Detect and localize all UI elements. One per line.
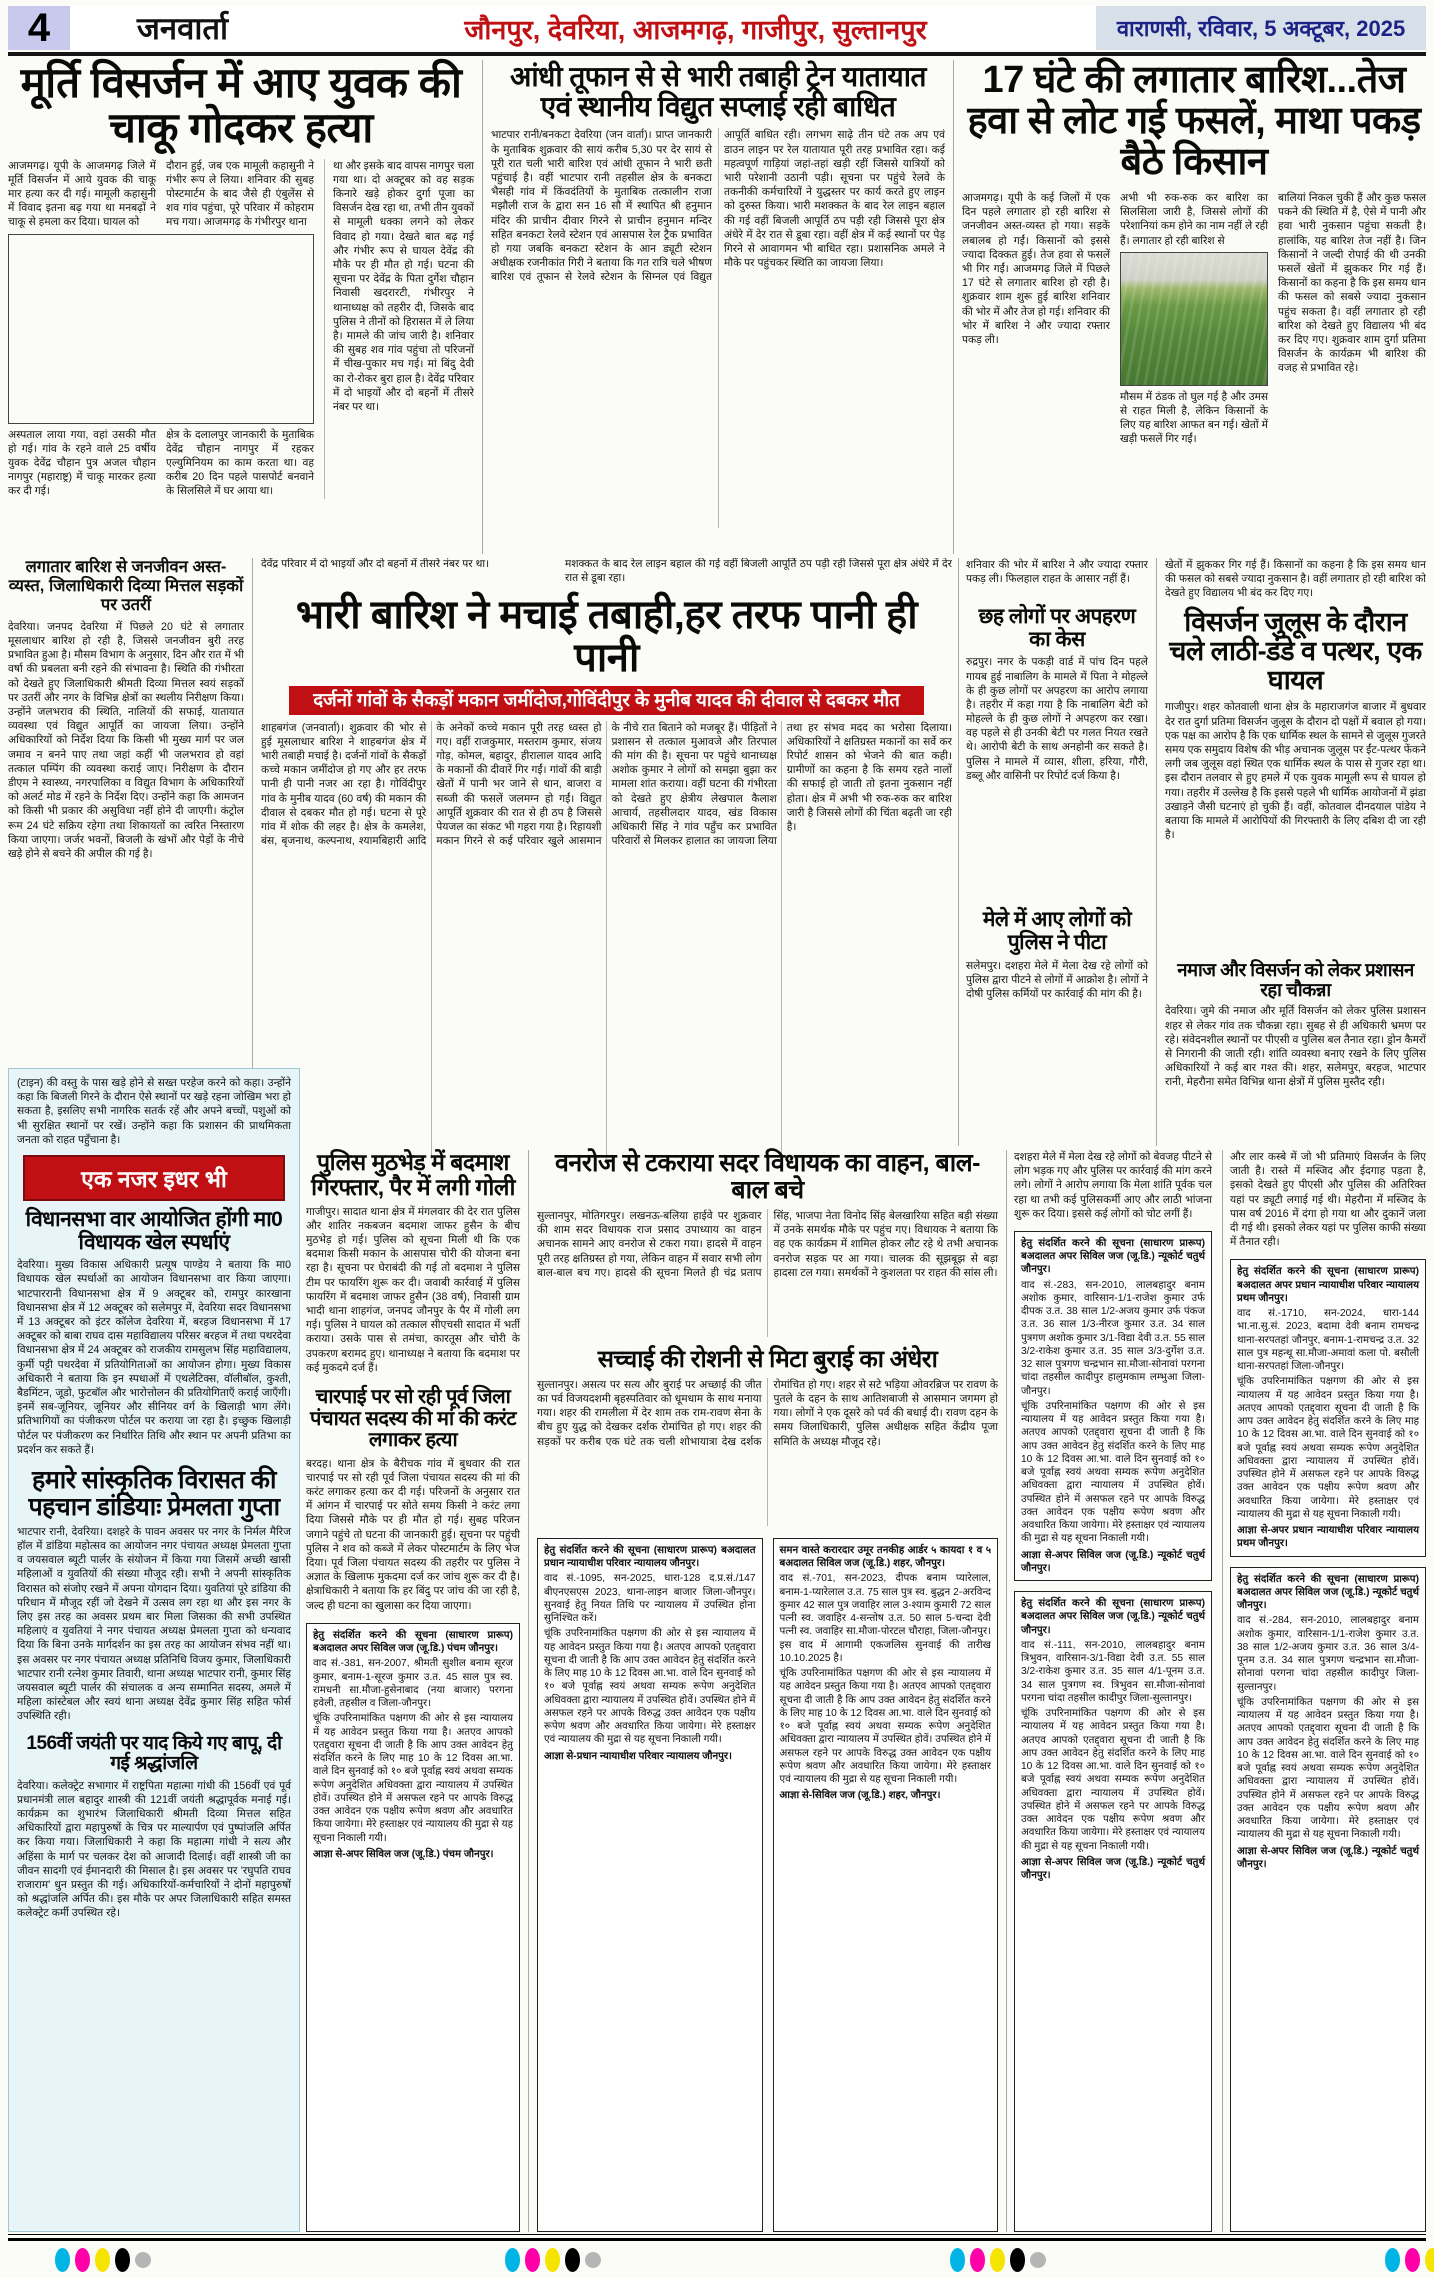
headline-murder: मूर्ति विसर्जन में आए युवक की चाकू गोदकर हत्या [20,59,462,152]
article-dm-inspection [8,558,244,1062]
headline-dm-inspection: लगातार बारिश से जनजीवन अस्त-व्यस्त, जिलाधिकारी दिव्या मित्तल सड़कों पर उतरीं [8,558,244,614]
continuation-storm: मशक्कत के बाद रेल लाइन बहाल की गई वहीं बिजली आपूर्ति ठप पड़ी रही जिससे पूरा क्षेत्र अंधेरे में देर रात से डूबा रहा। [565,558,952,584]
notice-body: चूंकि उपरिनामांकित पक्षगण की ओर से इस न्यायालय में यह आवेदन प्रस्तुत किया गया है। अतएव आपको एतद्द्वारा सूचना दी जाती है कि आप उक्त आवेदन हेतु संदर्शित करने के लिए माह 10 के 12 दिवस आ.भा. वाले दिन सुनवाई को १० बजे पूर्वाह्न स्वयं अथवा सम्यक रूपेण अनुदेशित अधिवक्ता द्वारा न्यायालय में उपस्थित होवें। उपस्थित होने में असफल रहने पर आपके विरुद्ध उक्त आवेदन एक पक्षीय रूपेण श्रवण और अवधारित किया जायेगा। मेरे हस्ताक्षर एवं न्यायालय की मुद्रा से यह सूचना निकाली गयी। [1237,1376,1419,1520]
magenta-dot [970,2248,985,2272]
namaz-body: देवरिया। जुमे की नमाज और मूर्ति विसर्जन को लेकर पुलिस प्रशासन शहर से लेकर गांव तक चौकन्ना रहा। सुबह से ही अधिकारी भ्रमण पर रहे। संवेदनशील स्थानों पर पीएसी व पुलिस बल तैनात रहा। ड्रोन कैमरों से निगरानी की जाती रही। शांति व्यवस्था बनाए रखने के लिए पुलिस अधिकारियों ने कई बार गश्त की। शहर, सलेमपुर, बरहज, भाटपार रानी, मेहरौना समेत विभिन्न थाना क्षेत्रों में पुलिस मुस्तैद रही। [1165,1005,1426,1089]
notice-sign: आज्ञा से-अपर सिविल जज (जू.डि.) पंचम जौनपुर। [313,1848,494,1860]
column-notices-left [1006,1150,1212,2232]
murder-col1: आजमगढ़। यूपी के आजमगढ़ जिले में मूर्ति विसर्जन में आये युवक की चाकू मार हत्या कर दी गई। मामूली कहासुनी में विवाद इतना बढ़ गया था मनबढ़ों ने चाकू से हमला कर दिया। घायल को [8,159,156,229]
cyan-dot [950,2248,965,2272]
continuation-rain17: शनिवार की भोर में बारिश ने और ज्यादा रफ्तार पकड़ ली। फिलहाल राहत के आसार नहीं हैं। [966,559,1148,586]
cyan-dot [55,2248,70,2272]
court-notice [1014,1231,1212,1581]
column-procession-namaz [1156,558,1426,1146]
murder-col2-bottom: क्षेत्र के दलालपुर जानकारी के मुताबिक देवेंद्र चौहान नागपुर में रहकर एल्युमिनियम का काम करता था। वह करीब 20 दिन पहले पासपोर्ट बनवाने के सिलसिले में घर आया था। [166,428,314,498]
rain17-body [962,191,1426,447]
mela-body-continuation: दशहरा मेले में मेला देख रहे लोगों को बेवजह पीटने से लोग भड़क गए और पुलिस पर कार्रवाई की मांग करने लगे। लोगों ने आरोप लगाया कि मेला शांति पूर्वक चल रहा था तभी कई पुलिसकर्मी आए और लाठी भांजना शुरू कर दिया। इससे कई लोगों को चोट लगीं हैं। [1014,1151,1212,1220]
gray-dot [585,2252,601,2268]
column-notices-right [1222,1150,1426,2232]
article-rain17 [962,60,1426,554]
charpai-body: बरदह। थाना क्षेत्र के बैरीचक गांव में बुधवार की रात चारपाई पर सो रही पूर्व जिला पंचायत सदस्य की मां की करंट लगाकर हत्या कर दी गई। परिजनों के अनुसार रात में आंगन में चारपाई पर सोते समय किसी ने करंट लगा दिया जिससे मौके पर ही मौत हो गई। सुबह परिजन जगाने पहुंचे तो घटना की जानकारी हुई। सूचना पर पहुंची पुलिस ने शव को कब्जे में लेकर पोस्टमार्टम के लिए भेज दिया। पूर्व जिला पंचायत सदस्य की तहरीर पर पुलिस ने अज्ञात के खिलाफ मुकदमा दर्ज कर जांच शुरू कर दी है। क्षेत्राधिकारी ने बताया कि हर बिंदु पर जांच की जा रही है, जल्द ही घटना का खुलासा कर दिया जाएगा। [306,1457,520,1612]
dm-body: देवरिया। जनपद देवरिया में पिछले 20 घंटे से लगातार मूसलाधार बारिश हो रही है, जिससे जनजीवन बुरी तरह प्रभावित हुआ है। मौसम विभाग के अनुसार, दिन और रात में भी वर्षा की प्रबलता बनी रहने की संभावना है। स्थिति की गंभीरता को देखते हुए जिलाधिकारी श्रीमती दिव्या मित्तल स्वयं सड़कों पर उतरीं और नगर के विभिन्न क्षेत्रों का स्थलीय निरीक्षण किया। उन्होंने जलभराव की स्थिति, नालियों की सफाई, यातायात व्यवस्था एवं विद्युत आपूर्ति का जायजा लिया। उन्होंने अधिकारियों को निर्देश दिया कि किसी भी मुख्य मार्ग पर जल जमाव न बनने पाए तथा जहां कहीं भी जलभराव हो वहां तत्काल पम्पिंग की व्यवस्था कराई जाए। निरीक्षण के दौरान डीएम ने स्वास्थ्य, नगरपालिका व विद्युत विभाग के अधिकारियों को अलर्ट मोड में रहने के निर्देश दिए। उन्होंने कहा कि आमजन को किसी भी प्रकार की असुविधा नहीं होने दी जाएगी। कंट्रोल रूम 24 घंटे सक्रिय रहेगा तथा शिकायतों का त्वरित निस्तारण किया जाएगा। जर्जर भवनों, बिजली के खंभों और पेड़ों के नीचे खड़े होने से बचने की अपील की गई है। [8,620,244,860]
bottom-rule-thin [8,2234,1426,2235]
notice-header: समन वास्ते करारदार उमूर तनकीह आर्डर ५ कायदा १ व ५ बअदालत सिविल जज (जू.डि.) शहर, जौनपुर। [779,1544,991,1570]
court-notice [1014,1591,1212,2232]
continuation-strip [261,558,952,592]
headline-dandiya: हमारे सांस्कृतिक विरासत की पहचान डांडियाः प्रेमलता गुप्ता [28,1465,280,1521]
notice-sign: आज्ञा से-सिविल जज (जू.डि.) शहर, जौनपुर। [779,1790,941,1802]
vidhansabha-body: देवरिया। मुख्य विकास अधिकारी प्रत्यूष पाण्डेय ने बताया कि मा0 विधायक खेल स्पर्धाओं का आयोजन विधानसभा वार किया जाएगा। भाटपाररानी विधानसभा क्षेत्र में 9 अक्टूबर को, रामपुर कारखाना विधानसभा क्षेत्र में 12 अक्टूबर को सलेमपुर में, देवरिया सदर विधानसभा में 13 अक्टूबर को इंटर कॉलेज देवरिया में, बरहज विधानसभा में 17 अक्टूबर को बाबा राघव दास महाविद्यालय परिसर बरहज में तथा पथरदेवा विधानसभा क्षेत्र में 24 अक्टूबर को राजकीय रामसुलभ सिंह महाविद्यालय, कुर्मी पट्टी पथरदेवा में प्रतियोगिताओं का आयोजन होगा। मुख्य विकास अधिकारी ने बताया कि इन स्पधाओं में एथलेटिक्स, वॉलीबॉल, कुश्ती, बैडमिंटन, जूडो, फुटबॉल और भारोत्तोलन की प्रतियोगिताएँ कराई जाएँगी। इनमें सब-जूनियर, जूनियर और सीनियर वर्ग के खिलाड़ी भाग लेंगे। प्रतिभागियों का पंजीकरण पोर्टल पर कराया जा रहा है। इच्छुक खिलाड़ी पोर्टल पर पंजीकरण कर निर्धारित तिथि और स्थान पर अपनी प्रतिभा का प्रदर्शन कर सकते हैं। [17,1259,291,1456]
headline-rain17: 17 घंटे की लगातार बारिश...तेज हवा से लोट गई फसलें, माथा पकड़ बैठे किसान [967,59,1421,184]
yellow-dot [990,2248,1005,2272]
article-flood-havoc [252,558,952,1146]
murder-body [8,159,474,499]
bottom-rule-thick [8,2238,1426,2241]
vanroj-body: सुल्तानपुर, मोतिगरपुर। लखनऊ-बलिया हाईवे पर शुक्रवार की शाम सदर विधायक राज प्रसाद उपाध्याय का वाहन अचानक सामने आए वनरोज से टकरा गया। हादसे में वाहन पूरी तरह क्षतिग्रस्त हो गया, लेकिन वाहन में सवार सभी लोग बाल-बाल बच गए। हादसे की सूचना मिलते ही चंद्र प्रताप सिंह, भाजपा नेता विनोद सिंह बेलखारिया सहित बड़ी संख्या में उनके समर्थक मौके पर पहुंच गए। विधायक ने बताया कि वह एक कार्यक्रम में शामिल होकर लौट रहे थे तभी अचानक वनरोज सड़क पर आ गया। चालक की सूझबूझ से बड़ा हादसा टल गया। समर्थकों ने कुशलता पर राहत की सांस ली। [537,1210,998,1279]
notice-case: वाद सं.-284, सन-2010, लालबहादुर बनाम अशोक कुमार, वारिसान-1/1-राजेश कुमार उ.त. 38 साल 1/2-अजय कुमार उ.त. 36 साल 3/4-पूनम उ.त. 34 साल पुत्रगण चन्द्रभान सा.मौजा-सोनावां परगना चांदा तहसील कादीपुर जिला-सुल्तानपुर। [1237,1615,1419,1693]
notice-case: वाद सं.-381, सन-2007, श्रीमती सुशील बनाम सूरज कुमार, बनाम-1-सूरज कुमार उ.त. 45 साल पुत्र स्व. रामधनी सा.मौजा-हुसेनाबाद (नया बाजार) परगना हवेली, तहसील व जिला-जौनपुर। [313,1658,513,1709]
notice-body: चूंकि उपरिनामांकित पक्षगण की ओर से इस न्यायालय में यह आवेदन प्रस्तुत किया गया है। अतएव आपको एतद्द्वारा सूचना दी जाती है कि आप उक्त आवेदन हेतु संदर्शित करने के लिए माह 10 के 12 दिवस आ.भा. वाले दिन सुनवाई को १० बजे पूर्वाह्न स्वयं अथवा सम्यक रूपेण अनुदेशित अधिवक्ता द्वारा न्यायालय में उपस्थित होवें। उपस्थित होने में असफल रहने पर आपके विरुद्ध उक्त आवेदन एक पक्षीय रूपेण श्रवण और अवधारित किया जायेगा। मेरे हस्ताक्षर एवं न्यायालय की मुद्रा से यह सूचना निकाली गयी। [313,1713,513,1844]
page-number: 4 [8,6,70,50]
notice-body: चूंकि उपरिनामांकित पक्षगण की ओर से इस न्यायालय में यह आवेदन प्रस्तुत किया गया है। अतएव आपको एतद्द्वारा सूचना दी जाती है कि आप उक्त आवेदन हेतु संदर्शित करने के लिए माह 10 के 12 दिवस आ.भा. वाले दिन सुनवाई को १० बजे पूर्वाह्न स्वयं अथवा सम्यक रूपेण अनुदेशित अधिवक्ता द्वारा न्यायालय में उपस्थित होवें। उपस्थित होने में असफल रहने पर आपके विरुद्ध उक्त आवेदन एक पक्षीय रूपेण श्रवण और अवधारित किया जायेगा। मेरे हस्ताक्षर एवं न्यायालय की मुद्रा से यह सूचना निकाली गयी। [1021,1708,1205,1852]
court-notice [773,1538,999,2232]
notice-header: हेतु संदर्शित करने की सूचना (साधारण प्रारूप) बअदालत अपर सिविल जज (जू.डि.) न्यूकोर्ट चतुर्थ जौनपुर। [1021,1598,1205,1636]
print-registration-marks [0,2248,1434,2274]
column-kidnap-mela [958,558,1148,1146]
notice-header: हेतु संदर्शित करने की सूचना (साधारण प्रारूप) बअदालत अपर सिविल जज (जू.डि.) न्यूकोर्ट चतुर्थ जौनपुर। [1237,1573,1419,1612]
murder-col3: था और इसके बाद वापस नागपुर चला गया था। दो अक्टूबर को वह सड़क किनारे खड़े होकर दुर्गा पूजा का विसर्जन देख रहा था, तभी तीन युवकों से मामूली धक्का लगने को लेकर विवाद हो गया। देखते बात बढ़ गई और गंभीर रूप से घायल देवेंद्र की मौके पर ही मौत हो गई। घटना की सूचना पर देवेंद्र के पिता दुर्गेश चौहान निवासी खदरारटी, गंभीरपुर ने थानाध्यक्ष को तहरीर दी, जिसके बाद पुलिस ने तीनों को हिरासत में ले लिया है। मामले की जांच जारी है। शनिवार की सुबह शव गांव पहुंचा तो परिजनों में चीख-पुकार मच गई। मां बिंदु देवी का रो-रोकर बुरा हाल है। देवेंद्र परिवार में दो भाइयों और दो बहनों में तीसरे नंबर पर था। [324,159,474,499]
notice-sign: आज्ञा से-अपर सिविल जज (जू.डि.) न्यूकोर्ट चतुर्थ जौनपुर। [1237,1845,1419,1870]
article-murder [8,60,474,554]
yellow-dot [95,2248,110,2272]
notice-body: चूंकि उपरिनामांकित पक्षगण की ओर से इस न्यायालय में यह आवेदन प्रस्तुत किया गया है। अतएव आपको एतद्द्वारा सूचना दी जाती है कि आप उक्त आवेदन हेतु संदर्शित करने के लिए माह 10 के 12 दिवस आ.भा. वाले दिन सुनवाई को १० बजे पूर्वाह्न स्वयं अथवा सम्यक रूपेण अनुदेशित अधिवक्ता द्वारा न्यायालय में उपस्थित होवें। उपस्थित होने में असफल रहने पर आपके विरुद्ध उक्त आवेदन एक पक्षीय रूपेण श्रवण और अवधारित किया जायेगा। मेरे हस्ताक्षर एवं न्यायालय की मुद्रा से यह सूचना निकाली गयी। [779,1668,991,1786]
mela-body: सलेमपुर। दशहरा मेले में मेला देख रहे लोगों को पुलिस द्वारा पीटने से लोगों में आक्रोश है। लोगों ने दोषी पुलिस कर्मियों पर कार्रवाई की मांग की है। [966,959,1148,1001]
continuation-rain17-right: खेतों में झुककर गिर गई हैं। किसानों का कहना है कि इस समय धान की फसल को सबसे ज्यादा नुकसान है। वहीं लगातार हो रही बारिश को देखते हुए विद्यालय भी बंद कर दिए गए। [1165,559,1426,600]
notice-sign: आज्ञा से-अपर प्रधान न्यायाधीश परिवार न्यायालय प्रथम जौनपुर। [1237,1525,1419,1550]
column-encounter-charpai [306,1150,520,2232]
notice-header: हेतु संदर्शित करने की सूचना (साधारण प्रारूप) बअदालत अपर प्रधान न्यायाधीश परिवार न्यायालय प्रथम जौनपुर। [1237,1266,1419,1304]
black-dot [1010,2248,1025,2272]
dandiya-body: भाटपार रानी, देवरिया। दशहरे के पावन अवसर पर नगर के निर्मल मैरिज हॉल में डांडिया महोत्सव का आयोजन नगर पंचायत अध्यक्ष प्रेमलता गुप्ता व जयसवाल ब्यूटी पार्लर के संयोजन में किया गया जिसमें अच्छी खासी महिलाओं व युवतियों की संख्या मौजूद रही। सभी ने अपनी सांस्कृतिक विरासत को संजोए रखने में अपना योगदान दिया। युवतियां पूरे डांडिया की परिधान में मौजूद रहीं जो देखने में उत्सव लग रहा था और इस नगर के लिए इस तरह का अवसर प्रथम बार मिला जिसका की सभी उपस्थित महिलाएं व युवतियां ने नगर पंचायत अध्यक्ष प्रेमलता गुप्ता को धन्यवाद दिया कि बिना उनके मार्गदर्शन का इस तरह का आयोजन संभव नहीं था। इस अवसर पर नगर पंचायत अध्यक्ष प्रतिनिधि विजय कुमार, जिलाधिकारी भाटपार रानी रत्नेश कुमार तिवारी, थाना अध्यक्ष भाटपार रानी, कुमार सिंह जयसवाल ब्यूटी पार्लर की संचालक व अन्य सम्मानित सदस्य, अमले में महिला कांस्टेबल और स्वयं थाना अध्यक्ष देवेंद्र कुमार सिंह सहित फोर्स उपस्थिति रही। [17,1525,291,1723]
registration-mark-group [1385,2248,1434,2272]
procession-body: गाजीपुर। शहर कोतवाली थाना क्षेत्र के महाराजगंज बाजार में बुधवार देर रात दुर्गा प्रतिमा विसर्जन जुलूस के दौरान दो पक्षों में बवाल हो गया। एक पक्ष का आरोप है कि एक धार्मिक स्थल के सामने से जुलूस गुजरते समय एक समुदाय विशेष की भीड़ अचानक जुलूस पर ईंट-पत्थर फेंकने लगी जब जुलूस वहां स्थित एक धार्मिक स्थल के पास से गुजर रहा था। इस दौरान तलवार से हुए हमले में एक युवक मामूली रूप से घायल हो गया। तहरीर में उल्लेख है कि इससे पहले भी धार्मिक आयोजनों में झंडा उखाड़ने जैसी घटनाएं हो चुकी हैं। वहीं, कोतवाल दीनदयाल पांडेय ने बताया कि मामले में आरोपियों की गिरफ्तारी के लिए दबिश दी जा रही है। [1165,701,1426,842]
notice-body: चूंकि उपरिनामांकित पक्षगण की ओर से इस न्यायालय में यह आवेदन प्रस्तुत किया गया है। अतएव आपको एतद्द्वारा सूचना दी जाती है कि आप उक्त आवेदन हेतु संदर्शित करने के लिए माह 10 के 12 दिवस आ.भा. वाले दिन सुनवाई को १० बजे पूर्वाह्न स्वयं अथवा सम्यक रूपेण अनुदेशित अधिवक्ता द्वारा न्यायालय में उपस्थित होवें। उपस्थित होने में असफल रहने पर आपके विरुद्ध उक्त आवेदन एक पक्षीय रूपेण श्रवण और अवधारित किया जायेगा। मेरे हस्ताक्षर एवं न्यायालय की मुद्रा से यह सूचना निकाली गयी। [544,1628,756,1746]
headline-encounter: पुलिस मुठभेड़ में बदमाश गिरफ्तार, पैर में लगी गोली [311,1149,515,1200]
cyan-dot [505,2248,520,2272]
notice-header: हेतु संदर्शित करने की सूचना (साधारण प्रारूप) बअदालत अपर सिविल जज (जू.डि.) पंचम जौनपुर। [313,1629,513,1654]
namaz-body-continuation: और लार कस्बे में जो भी प्रतिमाएं विसर्जन के लिए जाती है। रास्ते में मस्जिद और ईदगाह पड़ता है, इसको देखते हुए पीएसी और पुलिस की अतिरिक्त यहां पर ड्यूटी लगाई गई थी। मेहरौना में मस्जिद के पास वर्ष 2016 में दंगा हो गया था और दुकानें जला दी गई थी। इसको लेकर यहां पर पुलिस काफी संख्या में तैनात रही। [1230,1151,1426,1249]
magenta-dot [1405,2248,1420,2272]
highlight-box [8,1068,300,2232]
black-dot [115,2248,130,2272]
black-dot [565,2248,580,2272]
magenta-dot [525,2248,540,2272]
registration-mark-group [950,2248,1046,2272]
notice-body: चूंकि उपरिनामांकित पक्षगण की ओर से इस न्यायालय में यह आवेदन प्रस्तुत किया गया है। अतएव आपको एतद्द्वारा सूचना दी जाती है कि आप उक्त आवेदन हेतु संदर्शित करने के लिए माह 10 के 12 दिवस आ.भा. वाले दिन सुनवाई को १० बजे पूर्वाह्न स्वयं अथवा सम्यक रूपेण अनुदेशित अधिवक्ता द्वारा न्यायालय में उपस्थित होवें। उपस्थित होने में असफल रहने पर आपके विरुद्ध उक्त आवेदन एक पक्षीय रूपेण श्रवण और अवधारित किया जायेगा। मेरे हस्ताक्षर एवं न्यायालय की मुद्रा से यह सूचना निकाली गयी। [1021,1400,1205,1545]
court-notice [1230,1567,1426,2232]
edition-region-line: जौनपुर, देवरिया, आजमगढ़, गाजीपुर, सुल्तानपुर [295,6,1096,50]
yellow-dot [545,2248,560,2272]
storm-body: भाटपार रानी/बनकटा देवरिया (जन वार्ता)। प्राप्त जानकारी के मुताबिक शुक्रवार की सायं करीब 5,30 पर देर सायं से पूरी रात चली भारी बारिश एवं आंधी तूफान ने भारी छती पहुंचाई है। वहीं भाटपार रानी तहसील क्षेत्र के बनकटा भैसही गांव में किंवदंतियों के मुताबिक तत्कालीन राजा मझौली राज के द्वारा सन 16 सौ में स्थापित श्री हनुमान मंदिर की प्राचीन दीवार गिरने से प्राचीन हनुमान मन्दिर सहित बनकटा रेलवे स्टेशन एवं आसपास रेल ट्रैक प्रभावित हो गया जबकि बनकटा स्टेशन के आन ड्यूटी स्टेशन अधीक्षक रजनीकांत गिरी ने बताया कि गत रात्रि चले भीषण बारिश एवं तूफान से रेलवे स्टेशन के सिग्नल एवं विद्युत आपूर्ति बाधित रही। लगभग साढ़े तीन घंटे तक अप एवं डाउन लाइन पर रेल यातायात पूरी तरह प्रभावित रहा। कई महत्वपूर्ण गाड़ियां जहां-तहां खड़ी रहीं जिससे यात्रियों को भारी परेशानी उठानी पड़ी। सूचना पर पहुंचे रेलवे के तकनीकी कर्मचारियों ने युद्धस्तर पर कार्य करते हुए लाइन को दुरुस्त किया। भारी मशक्कत के बाद रेल लाइन बहाल की गई वहीं बिजली आपूर्ति ठप पड़ी रही जिससे पूरा क्षेत्र अंधेरे में देर रात से डूबा रहा। वहीं क्षेत्र में कई स्थानों पर पेड़ गिरने से आवागमन भी बाधित रहा। प्रशासनिक अमले ने मौके पर पहुंचकर स्थिति का जायजा लिया। [491,129,945,284]
notice-header: हेतु संदर्शित करने की सूचना (साधारण प्रारूप) बअदालत प्रधान न्यायाधीश परिवार न्यायालय जौनपुर। [544,1544,756,1570]
rain17-col2 [1120,191,1268,447]
headline-kidnap: छह लोगों पर अपहरण का केस [978,605,1136,651]
court-notice [1230,1259,1426,1556]
notice-case: वाद सं.-111, सन-2010, लालबहादुर बनाम त्रिभुवन, वारिसान-3/1-विद्या देवी उ.त. 55 साल 3/2-राकेश कुमार उ.त. 35 साल 4/1-पूनम उ.त. 34 साल पुत्रगण स्व. त्रिभुवन सा.मौजा-सोनावां परगना चांदा तहसील कादीपुर जिला-सुल्तानपुर। [1021,1639,1205,1704]
headline-ravan-dahan: सच्चाई की रोशनी से मिटा बुराई का अंधेरा [597,1346,938,1373]
headline-vanroj-accident: वनरोज से टकराया सदर विधायक का वाहन, बाल-बाल बचे [554,1149,981,1204]
dm-article-tail: (टाइन) की वस्तु के पास खड़े होने से सख्त परहेज करने को कहा। उन्होंने कहा कि बिजली गिरने के दौरान ऐसे स्थानों पर खड़े रहना जोखिम भरा हो सकता है, इसलिए सभी नागरिक सतर्क रहें और अपने बच्चों, पशुओं को भी सुरक्षित स्थानों पर रखें। उन्होंने कहा कि प्रशासन की प्राथमिकता जनता को राहत पहुँचाना है। [17,1077,291,1146]
headline-vidhansabha-sports: विधानसभा वार आयोजित होंगी मा0 विधायक खेल स्पर्धाएं [25,1207,283,1254]
rain17-col2-bottom: मौसम में ठंडक तो घुल गई है और उमस से राहत मिली है, लेकिन किसानों के लिए यह बारिश आफत बन गई। खेतों में खड़ी फसलें गिर गईं। [1120,390,1268,446]
gray-dot [135,2252,151,2268]
notice-case: वाद सं.-701, सन-2023, दीपक बनाम प्यारेलाल, बनाम-1-प्यारेलाल उ.त. 75 साल पुत्र स्व. बुद्धन 2-अरविन्द कुमार 42 साल पुत्र जवाहिर लाल 3-श्याम कुमारी 72 साल पत्नी स्व. जवाहिर 4-सन्तोष उ.त. 50 साल 5-चन्दा देवी पत्नी स्व. जवाहिर सा.मौजा-पोरटल चौराहा, जिला-जौनपुर। इस वाद में आगामी एकजलिस सुनवाई की तारीख 10.10.2025 है। [779,1573,991,1664]
column-vanroj-ravan [528,1150,998,2232]
continuation-murder: देवेंद्र परिवार में दो भाइयों और दो बहनों में तीसरे नंबर पर था। [261,558,490,570]
headline-mela-beating: मेले में आए लोगों को पुलिस ने पीटा [982,908,1132,955]
headline-bapu-jayanti: 156वीं जयंती पर याद किये गए बापू, दी गई श्रद्धांजलि [26,1732,282,1775]
headline-namaz-security: नमाज और विसर्जन को लेकर प्रशासन रहा चौकन्ना [1177,959,1414,1001]
court-notice [537,1538,763,2232]
headline-procession-clash: विसर्जन जुलूस के दौरान चले लाठी-डंडे व पत्थर, एक घायल [1169,607,1422,696]
flood-subhead-banner: दर्जनों गांवों के सैकड़ों मकान जमींदोज,गोविंदीपुर के मुनीब यादव की दीवाल से दबकर मौत [289,686,924,714]
notice-sign: आज्ञा से-अपर सिविल जज (जू.डि.) न्यूकोर्ट चतुर्थ जौनपुर। [1021,1549,1205,1574]
notice-sign: आज्ञा से-अपर सिविल जज (जू.डि.) न्यूकोर्ट चतुर्थ जौनपुर। [1021,1856,1205,1882]
rain17-col3: बालियां निकल चुकी हैं और कुछ फसल पकने की स्थिति में है, ऐसे में पानी और हवा भारी नुकसान पहुंचा सकती है। हालांकि, यह बारिश तेज नहीं है। जिन किसानों ने जल्दी रोपाई की थी उनकी फसलें खेतों में झुककर गिर गई हैं। किसानों का कहना है कि इस समय धान की फसल को सबसे ज्यादा नुकसान पहुंच सकता है। वहीं लगातार हो रही बारिश को देखते हुए विद्यालय भी बंद कर दिए गए। शुक्रवार शाम दुर्गा प्रतिमा विसर्जन के कार्यक्रम भी बारिश की वजह से प्रभावित रहे। [1278,192,1426,375]
notice-case: वाद सं.-283, सन-2010, लालबहादुर बनाम अशोक कुमार, वारिसान-1/1-राजेश कुमार उर्फ दीपक उ.त. 38 साल 1/2-अजय कुमार उर्फ पंकज उ.त. 36 साल 1/3-नीरज कुमार उ.त. 34 साल पुत्रगण अशोक कुमार 3/1-विद्या देवी उ.त. 55 साल 3/2-राकेश कुमार उ.त. 35 साल 3/3-दुर्गेश उ.त. 32 साल पुत्रगण चन्द्रभान सा.मौजा-सोनावां परगना चांदा तहसील कादीपुर हालुमकाम लम्भुआ जिला-जौनपुर। [1021,1279,1205,1397]
flood-body: शाहबगंज (जनवार्ता)। शुक्रवार की भोर से हुई मूसलाधार बारिश ने शाहबगंज क्षेत्र में भारी तबाही मचाई है। दर्जनों गांवों के सैकड़ों कच्चे मकान जमींदोज हो गए और हर तरफ पानी ही पानी नजर आ रहा है। गोविंदीपुर गांव के मुनीब यादव (60 वर्ष) की मकान की दीवाल से दबकर मौत हो गई। घटना से पूरे गांव में शोक की लहर है। क्षेत्र के कमलेश, बंस, बृजनाथ, कल्पनाथ, श्यामबिहारी आदि के अनेकों कच्चे मकान पूरी तरह ध्वस्त हो गए। वहीं राजकुमार, मस्तराम कुमार, संजय गोड़, कोमल, बहादुर, हीरालाल यादव आदि के मकानों की दीवारें गिर गईं। गांवों की बाड़ी खेतों में पानी भर जाने से धान, बाजरा व सब्जी की फसलें जलमग्न हो गईं। विद्युत आपूर्ति शुक्रवार की रात से ही ठप है जिससे पेयजल का संकट भी गहरा गया है। रिहायशी मकान गिरने से कई परिवार खुले आसमान के नीचे रात बिताने को मजबूर हैं। पीड़ितों ने प्रशासन से तत्काल मुआवजे और तिरपाल की मांग की है। सूचना पर पहुंचे थानाध्यक्ष अशोक कुमार ने लोगों को समझा बुझा कर मामला शांत कराया। वहीं घटना की गंभीरता को देखते हुए क्षेत्रीय लेखपाल कैलाश आचार्य, तहसीलदार यादव, खंड विकास अधिकारी सिंह ने गांव पहुँच कर प्रभावित परिवारों से मिलकर हालात का जायजा लिया तथा हर संभव मदद का भरोसा दिलाया। अधिकारियों ने क्षतिग्रस्त मकानों का सर्वे कर रिपोर्ट शासन को भेजने की बात कही। ग्रामीणों का कहना है कि समय रहते नालों की सफाई हो जाती तो इतना नुकसान नहीं होता। क्षेत्र में अभी भी रुक-रुक कर बारिश जारी है जिससे लोगों की चिंता बढ़ती जा रही है। [261,721,952,848]
crowd-photo [8,234,314,424]
rain17-col1: आजमगढ़। यूपी के कई जिलों में एक दिन पहले लगातार हो रही बारिश से जनजीवन अस्त-व्यस्त हो गया। सड़कें लबालब हो गईं। किसानों को इससे ज्यादा दिक्कत हुई। तेज हवा से फसलें भी गिर गईं। आजमगढ़ जिले में पिछले 17 घंटे से लगातार बारिश हो रही है। शुक्रवार शाम शुरू हुई बारिश शनिवार की भोर में और तेज हो गई। शनिवार की भोर में बारिश ने और ज्यादा रफ्तार पकड़ ली। [962,192,1110,346]
bapu-body: देवरिया। कलेक्ट्रेट सभागार में राष्ट्रपिता महात्मा गांधी की 156वीं एवं पूर्व प्रधानमंत्री लाल बहादुर शास्त्री की 121वीं जयंती श्रद्धापूर्वक मनाई गई। कार्यक्रम का शुभारंभ जिलाधिकारी श्रीमती दिव्या मित्तल सहित अधिकारियों द्वारा महापुरुषों के चित्र पर माल्यार्पण एवं पुष्पांजलि अर्पित कर किया गया। जिलाधिकारी ने कहा कि महात्मा गांधी ने सत्य और अहिंसा के मार्ग पर चलकर देश को आजादी दिलाई। वहीं शास्त्री जी का जीवन सादगी एवं ईमानदारी की मिसाल है। इस अवसर पर 'रघुपति राघव राजाराम' धुन प्रस्तुत की गई। अधिकारियों-कर्मचारियों ने दोनों महापुरुषों को श्रद्धांजलि अर्पित की। इस मौके पर अपर जिलाधिकारी सहित समस्त कलेक्ट्रेट कर्मी उपस्थित रहे। [17,1779,291,1920]
registration-mark-group [505,2248,601,2272]
article-storm [482,60,954,554]
notice-case: वाद सं.-1710, सन-2024, धारा-144 भा.ना.सु.सं. 2023, बदामा देवी बनाम रामचन्द्र थाना-सरपतहां जौनपुर, बनाम-1-रामचन्द्र उ.त. 32 साल पुत्र महन्थू सा.मौजा-अमावां कला पो. बसौली थाना-सरपतहां जिला-जौनपुर। [1237,1308,1419,1373]
notice-header: हेतु संदर्शित करने की सूचना (साधारण प्रारूप) बअदालत अपर सिविल जज (जू.डि.) न्यूकोर्ट चतुर्थ जौनपुर। [1021,1237,1205,1276]
rain17-col2-top: अभी भी रुक-रुक कर बारिश का सिलसिला जारी है, जिससे लोगों की परेशानियां कम होने का नाम नहीं ले रही हैं। लगातार हो रही बारिश से [1120,192,1268,247]
murder-col2: दौरान हुई, जब एक मामूली कहासुनी ने गंभीर रूप ले लिया। शनिवार की सुबह पोस्टमार्टम के बाद जैसे ही एंबुलेंस से शव गांव पहुंचा, पूरे परिवार में कोहराम मच गया। आजमगढ़ के गंभीरपुर थाना [166,159,314,229]
masthead [8,6,1426,50]
encounter-body: गाजीपुर। सादात थाना क्षेत्र में मंगलवार की देर रात पुलिस और शातिर नकबजन बदमाश जाफर हुसैन के बीच मुठभेड़ हो गई। पुलिस को सूचना मिली थी कि एक बदमाश किसी मकान के आसपास चोरी की योजना बना रहा है। सूचना पर घेराबंदी की गई तो बदमाश ने पुलिस टीम पर फायरिंग शुरू कर दी। जवाबी कार्रवाई में पुलिस फायरिंग में बदमाश जाफर हुसैन (38 वर्ष), निवासी ग्राम भादी थाना शाहगंज, जनपद जौनपुर के पैर में गोली लग गई। पुलिस ने घायल को तत्काल सीएचसी सादात में भर्ती कराया। उसके पास से तमंचा, कारतूस और चोरी के उपकरण बरामद हुए। थानाध्यक्ष ने बताया कि बदमाश पर कई मुकदमे दर्ज हैं। [306,1205,520,1374]
registration-mark-group [55,2248,151,2272]
headline-flood-havoc: भारी बारिश ने मचाई तबाही,हर तरफ पानी ही पानी [295,593,918,681]
headline-charpai-murder: चारपाई पर सो रही पूर्व जिला पंचायत सदस्य की मां की करंट लगाकर हत्या [310,1385,516,1452]
gray-dot [1030,2252,1046,2268]
paper-name: जनवार्ता [70,6,295,50]
yellow-dot [1425,2248,1434,2272]
murder-col1-bottom: अस्पताल लाया गया, वहां उसकी मौत हो गई। गांव के रहने वाले 25 वर्षीय युवक देवेंद्र चौहान पुत्र अजल चौहान नागपुर (महाराष्ट्र) में चाकू मारकर हत्या कर दी गई। [8,428,156,498]
notice-sign: आज्ञा से-प्रधान न्यायाधीश परिवार न्यायालय जौनपुर। [544,1750,732,1762]
court-notice [306,1623,520,2232]
ravan-body: सुल्तानपुर। असत्य पर सत्य और बुराई पर अच्छाई की जीत का पर्व विजयदशमी बृहस्पतिवार को धूमधाम के साथ मनाया गया। शहर की रामलीला में देर शाम तक राम-रावण सेना के बीच हुए युद्ध को देखकर दर्शक रोमांचित हो गए। शहर की सड़कों पर करीब एक घंटे तक चली शोभायात्रा देख दर्शक रोमांचित हो गए। शहर से सटे भड़िया ओवरब्रिज पर रावण के पुतले के दहन के साथ आतिशबाजी से आसमान जगमग हो गया। लोगों ने एक दूसरे को पर्व की बधाई दी। रावण दहन के समय जिलाधिकारी, पुलिस अधीक्षक सहित केंद्रीय पूजा समिति के अध्यक्ष मौजूद रहे। [537,1378,998,1448]
headline-storm: आंधी तूफान से से भारी तबाही ट्रेन यातायात एवं स्थानीय विद्युत सप्लाई रही बाधित [509,61,926,123]
cyan-dot [1385,2248,1400,2272]
kidnap-body: रुद्रपुर। नगर के पकड़ी वार्ड में पांच दिन पहले गायब हुई नाबालिग के मामले में पिता ने मोहल्ले के ही कुछ लोगों पर अपहरण का आरोप लगाया है। तहरीर में कहा गया है कि नाबालिग बेटी को मोहल्ले के ही कुछ लोगों ने अपहरण कर रखा। वह पहले से ही उनकी बेटी पर गलत नियत रखते थे। आरोपी बेटी के साथ अनहोनी कर सकते है। पुलिस ने मामले में व्यास, शीला, हरिया, गौरी, डब्लू और वासिनी पर रिपोर्ट दर्ज किया है। [966,656,1148,782]
edition-date-line: वाराणसी, रविवार, 5 अक्टूबर, 2025 [1096,6,1426,50]
notice-case: वाद सं.-1095, सन-2025, धारा-128 द.प्र.सं./147 बीएनएसएस 2023, थाना-लाइन बाजार जिला-जौनपुर। सुनवाई हेतु नियत तिथि पर न्यायालय में उपस्थित होना सुनिश्चित करें। [544,1573,756,1625]
ek-nazar-banner: एक नजर इधर भी [23,1155,285,1201]
masthead-rule [8,52,1426,56]
flood-field-photo [1120,252,1268,386]
magenta-dot [75,2248,90,2272]
notice-body: चूंकि उपरिनामांकित पक्षगण की ओर से इस न्यायालय में यह आवेदन प्रस्तुत किया गया है। अतएव आपको एतद्द्वारा सूचना दी जाती है कि आप उक्त आवेदन हेतु संदर्शित करने के लिए माह 10 के 12 दिवस आ.भा. वाले दिन सुनवाई को १० बजे पूर्वाह्न स्वयं अथवा सम्यक रूपेण अनुदेशित अधिवक्ता द्वारा न्यायालय में उपस्थित होवें। उपस्थित होने में असफल रहने पर आपके विरुद्ध उक्त आवेदन एक पक्षीय रूपेण श्रवण और अवधारित किया जायेगा। मेरे हस्ताक्षर एवं न्यायालय की मुद्रा से यह सूचना निकाली गयी। [1237,1696,1419,1841]
